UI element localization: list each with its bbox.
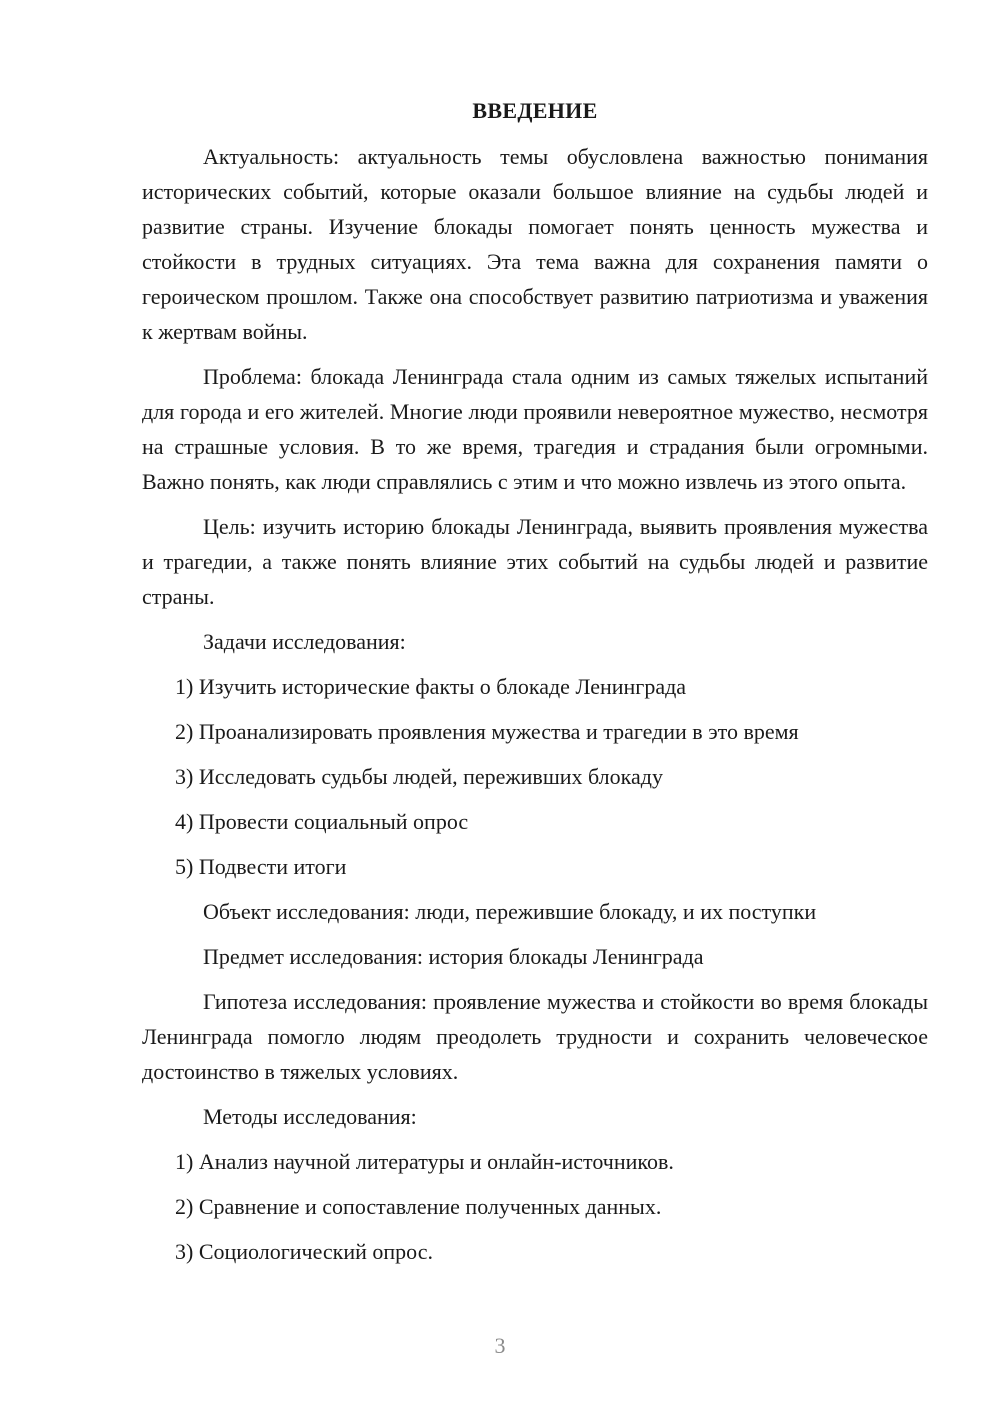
task-item: 5) Подвести итоги xyxy=(175,854,347,879)
task-item: 3) Исследовать судьбы людей, переживших блокаду xyxy=(175,764,663,789)
methods-list xyxy=(142,1144,928,1269)
section-title: ВВЕДЕНИЕ xyxy=(472,98,598,123)
relevance-paragraph: Актуальность: актуальность темы обусловлена важностью понимания исторических событий, которые оказали большое влияние на судьбы людей и развитие страны. Изучение блокады помогает понять ценность мужества и стойкости в трудных ситуациях. Эта тема важна для сохранения памяти о героическом прошлом. Также она способствует развитию патриотизма и уважения к жертвам войны. xyxy=(142,144,928,344)
methods-heading: Методы исследования: xyxy=(203,1104,417,1129)
page-number: 3 xyxy=(494,1333,506,1358)
task-item: 1) Изучить исторические факты о блокаде Ленинграда xyxy=(175,674,687,699)
research-object: Объект исследования: люди, пережившие блокаду, и их поступки xyxy=(203,899,817,924)
page-content xyxy=(142,95,928,1279)
task-item: 2) Проанализировать проявления мужества и трагедии в это время xyxy=(175,719,799,744)
method-item: 1) Анализ научной литературы и онлайн-источников. xyxy=(175,1149,674,1174)
method-item: 3) Социологический опрос. xyxy=(175,1239,433,1264)
goal-paragraph: Цель: изучить историю блокады Ленинграда, выявить проявления мужества и трагедии, а также понять влияние этих событий на судьбы людей и развитие страны. xyxy=(142,514,928,609)
tasks-heading: Задачи исследования: xyxy=(203,629,406,654)
tasks-list xyxy=(142,669,928,884)
task-item: 4) Провести социальный опрос xyxy=(175,809,469,834)
research-subject: Предмет исследования: история блокады Ленинграда xyxy=(203,944,704,969)
method-item: 2) Сравнение и сопоставление полученных данных. xyxy=(175,1194,662,1219)
problem-paragraph: Проблема: блокада Ленинграда стала одним из самых тяжелых испытаний для города и его жителей. Многие люди проявили невероятное мужество, несмотря на страшные условия. В то же время, трагедия и страдания были огромными. Важно понять, как люди справлялись с этим и что можно извлечь из этого опыта. xyxy=(142,364,928,494)
hypothesis-paragraph: Гипотеза исследования: проявление мужества и стойкости во время блокады Ленинграда помогло людям преодолеть трудности и сохранить человеческое достоинство в тяжелых условиях. xyxy=(142,989,928,1084)
